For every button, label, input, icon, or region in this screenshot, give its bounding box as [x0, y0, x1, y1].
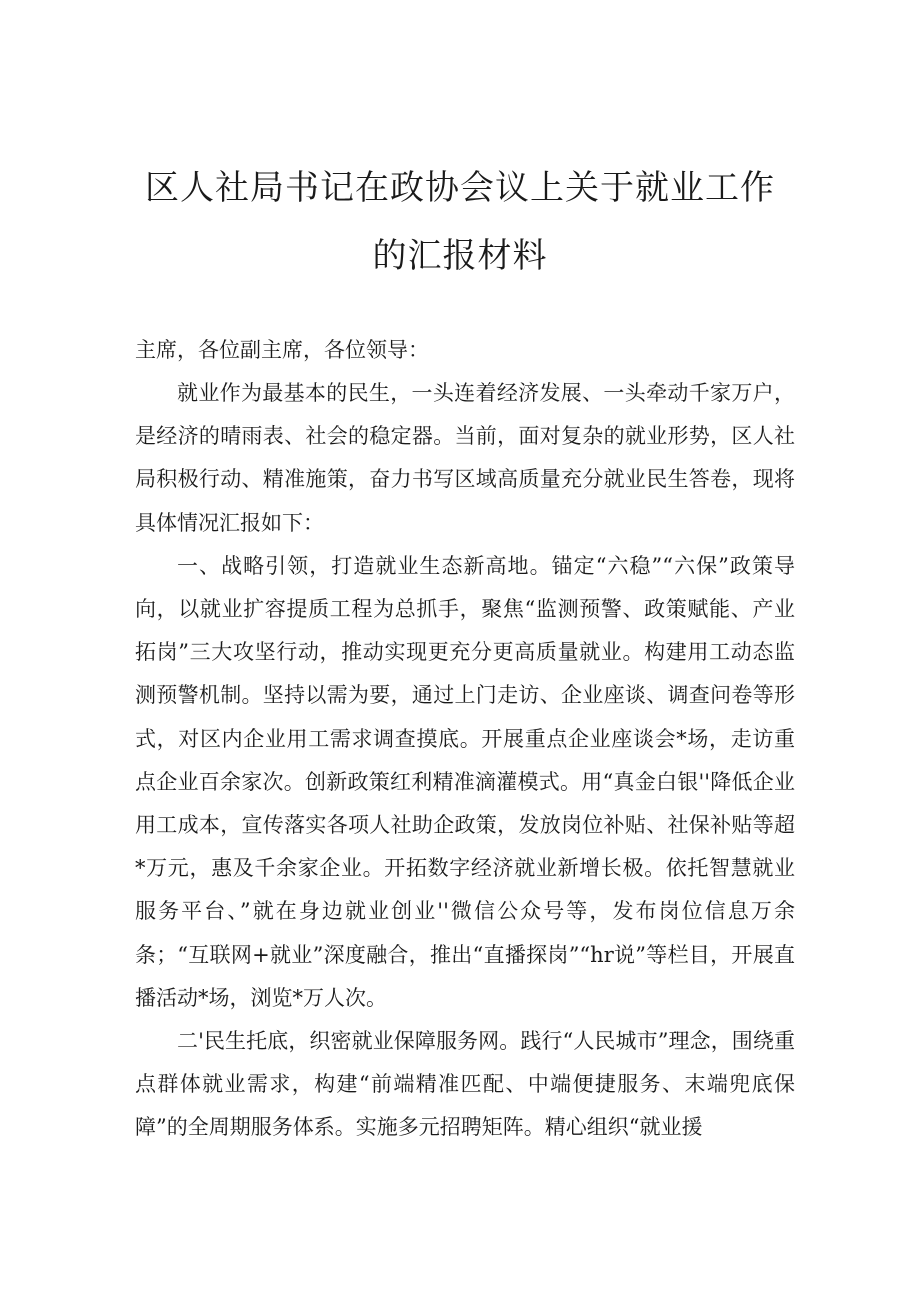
paragraph-section-2: 二'民生托底，织密就业保障服务网。践行“人民城市”理念，围绕重点群体就业需求，构建“前端精准匹配、中端便捷服务、末端兜底保障”的全周期服务体系。实施多元招聘矩阵。精心组织“就业援	[135, 1029, 795, 1140]
document-title-line-1: 区人社局书记在政协会议上关于就业工作	[145, 168, 775, 208]
document-title-line-2: 的汇报材料	[372, 236, 548, 276]
salutation: 主席，各位副主席，各位领导：	[135, 338, 429, 362]
document-body	[135, 372, 795, 1150]
paragraph-section-1: 一、战略引领，打造就业生态新高地。锚定“六稳”“六保”政策导向，以就业扩容提质工程为总抓手，聚焦“监测预警、政策赋能、产业拓岗”三大攻坚行动，推动实现更充分更高质量就业。构建用工动态监测预警机制。坚持以需为要，通过上门走访、企业座谈、调查问卷等形式，对区内企业用工需求调查摸底。开展重点企业座谈会*场，走访重点企业百余家次。创新政策红利精准滴灌模式。用“真金白银''降低企业用工成本，宣传落实各项人社助企政策，发放岗位补贴、社保补贴等超*万元，惠及千余家企业。开拓数字经济就业新增长极。依托智慧就业服务平台、”就在身边就业创业''微信公众号等，发布岗位信息万余条；“互联网+就业”深度融合，推出“直播探岗”“hr说”等栏目，开展直播活动*场，浏览*万人次。	[135, 553, 795, 1010]
paragraph-intro: 就业作为最基本的民生，一头连着经济发展、一头牵动千家万户，是经济的晴雨表、社会的稳定器。当前，面对复杂的就业形势，区人社局积极行动、精准施策，奋力书写区域高质量充分就业民生答卷，现将具体情况汇报如下：	[135, 381, 795, 535]
